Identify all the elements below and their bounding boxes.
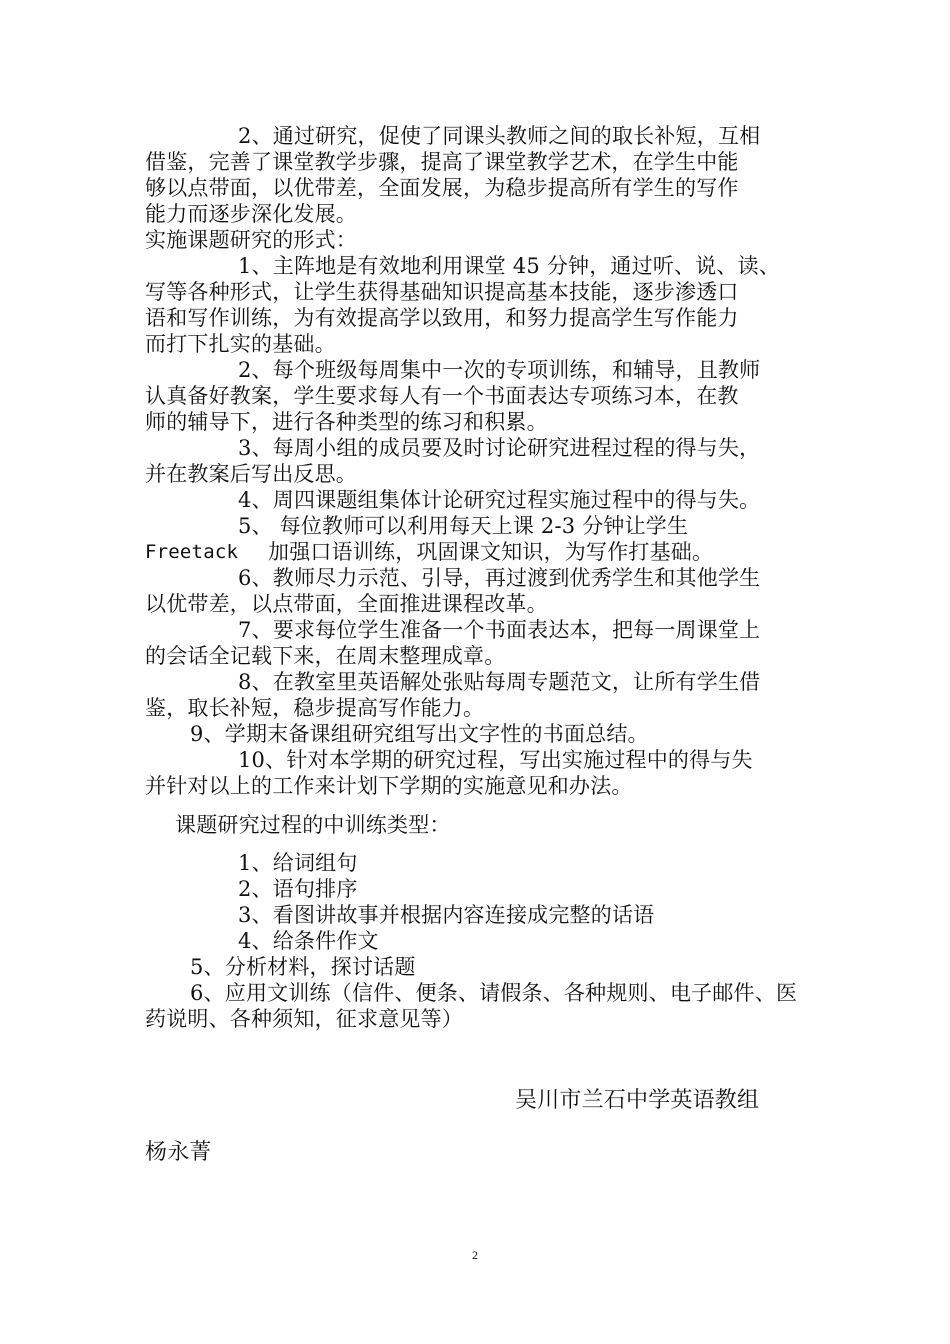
list-item-line: 并针对以上的工作来计划下学期的实施意见和办法。 (145, 774, 633, 798)
list-item-line: 7、要求每位学生准备一个书面表达本，把每一周课堂上 (238, 618, 761, 642)
section-heading: 课题研究过程的中训练类型： (175, 813, 451, 837)
section-heading: 实施课题研究的形式： (145, 228, 357, 252)
list-item-line: 并在教案后写出反思。 (145, 462, 357, 486)
list-item-line: 师的辅导下，进行各种类型的练习和积累。 (145, 410, 548, 434)
paragraph-line: 2、通过研究，促使了同课头教师之间的取长补短，互相 (238, 124, 761, 148)
list-item-line: 4、周四课题组集体计论研究过程实施过程中的得与失。 (238, 488, 761, 512)
list-item-line: 6、教师尽力示范、引导，再过渡到优秀学生和其他学生 (238, 566, 761, 590)
list-item-line: 写等各种形式，让学生获得基础知识提高基本技能，逐步渗透口 (145, 280, 739, 304)
type-item: 6、应用文训练（信件、便条、请假条、各种规则、电子邮件、医 (190, 981, 798, 1005)
list-item-line: 认真备好教案，学生要求每人有一个书面表达专项练习本，在教 (145, 384, 739, 408)
list-item-line: 8、在教室里英语解处张贴每周专题范文，让所有学生借 (238, 670, 761, 694)
type-item: 5、分析材料，探讨话题 (190, 955, 416, 979)
type-item: 4、给条件作文 (238, 929, 379, 953)
list-item-line: 1、主阵地是有效地利用课堂 45 分钟，通过听、说、读、 (238, 254, 781, 278)
type-item: 药说明、各种须知，征求意见等） (145, 1007, 463, 1031)
paragraph-line: 够以点带面，以优带差，全面发展，为稳步提高所有学生的写作 (145, 176, 739, 200)
page-number: 2 (472, 1248, 478, 1262)
paragraph-line: 能力而逐步深化发展。 (145, 202, 357, 226)
list-item-line: 9、学期末备课组研究组写出文字性的书面总结。 (190, 722, 649, 746)
list-item-line: 5、 每位教师可以利用每天上课 2-3 分钟让学生 (238, 514, 689, 538)
list-item-line: 加强口语训练，巩固课文知识，为写作打基础。 (268, 540, 714, 564)
list-item-line: 语和写作训练，为有效提高学以致用，和努力提高学生写作能力 (145, 306, 739, 330)
signature-name: 杨永菁 (145, 1140, 212, 1165)
list-item-line: 鉴，取长补短，稳步提高写作能力。 (145, 696, 485, 720)
type-item: 2、语句排序 (238, 877, 358, 901)
type-item: 3、看图讲故事并根据内容连接成完整的话语 (238, 903, 655, 927)
list-item-line: 的会话全记载下来，在周末整理成章。 (145, 644, 506, 668)
list-item-line: 10、针对本学期的研究过程，写出实施过程中的得与失 (238, 748, 753, 772)
list-item-line: 以优带差，以点带面，全面推进课程改革。 (145, 592, 548, 616)
list-item-line: 2、每个班级每周集中一次的专项训练，和辅导，且教师 (238, 358, 761, 382)
list-item-english-word: Freetack (145, 541, 239, 563)
type-item: 1、给词组句 (238, 851, 358, 875)
signature-organization: 吴川市兰石中学英语教组 (515, 1088, 760, 1113)
list-item-line: 3、每周小组的成员要及时讨论研究进程过程的得与失， (238, 436, 761, 460)
paragraph-line: 借鉴，完善了课堂教学步骤，提高了课堂教学艺术，在学生中能 (145, 150, 739, 174)
list-item-line: 而打下扎实的基础。 (145, 332, 336, 356)
